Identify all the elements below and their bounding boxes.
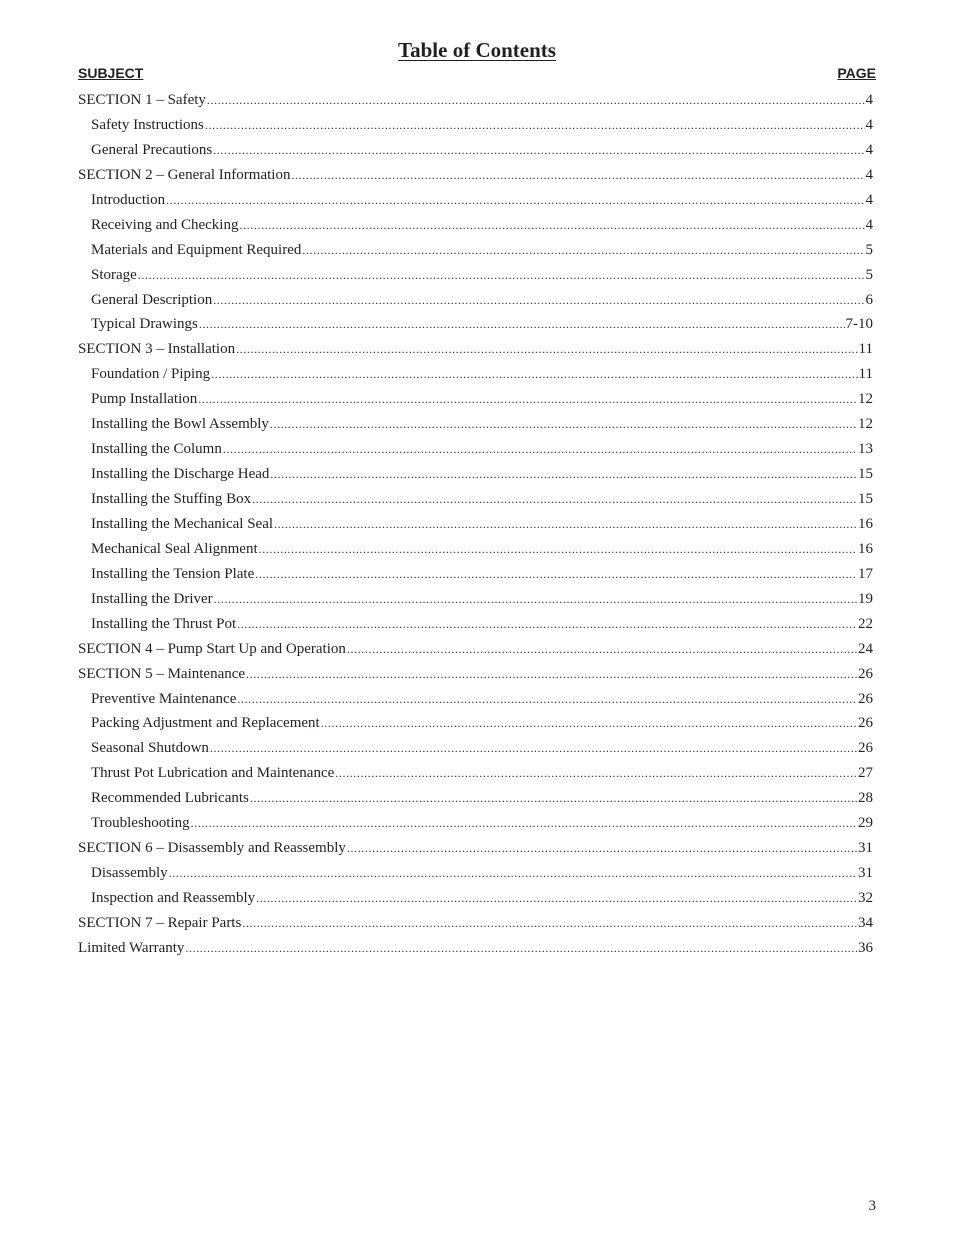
toc-section-entry[interactable] (78, 836, 873, 861)
toc-entry-page: 5 (865, 241, 873, 258)
toc-entry-label: Typical Drawings (91, 316, 198, 333)
toc-entry-page: 11 (858, 366, 873, 383)
dot-leader (335, 761, 857, 786)
toc-list (78, 88, 873, 961)
toc-subsection-entry[interactable] (78, 412, 873, 437)
dot-leader (274, 512, 857, 537)
dot-leader (242, 911, 857, 936)
toc-subsection-entry[interactable] (78, 188, 873, 213)
toc-subsection-entry[interactable] (78, 362, 873, 387)
toc-entry-page: 19 (858, 590, 873, 607)
toc-entry-label: SECTION 1 – Safety (78, 92, 206, 108)
page-title: Table of Contents (398, 38, 556, 62)
toc-entry-page: 15 (858, 466, 873, 483)
toc-subsection-entry[interactable] (78, 462, 873, 487)
toc-entry-page: 13 (858, 441, 873, 458)
toc-subsection-entry[interactable] (78, 312, 873, 337)
toc-entry-label: Installing the Driver (91, 590, 213, 607)
toc-entry-page: 26 (858, 690, 873, 707)
toc-entry-label: Preventive Maintenance (91, 690, 237, 707)
dot-leader (250, 786, 857, 811)
toc-entry-page: 6 (865, 291, 873, 308)
toc-subsection-entry[interactable] (78, 886, 873, 911)
toc-subsection-entry[interactable] (78, 562, 873, 587)
toc-entry-label: Safety Instructions (91, 116, 204, 133)
dot-leader (236, 337, 857, 362)
toc-entry-page: 16 (858, 515, 873, 532)
toc-entry-label: Installing the Bowl Assembly (91, 416, 269, 433)
subject-header: SUBJECT (78, 65, 144, 81)
dot-leader (210, 736, 857, 761)
dot-leader (213, 288, 864, 313)
page-header: PAGE (837, 65, 876, 81)
toc-entry-label: Materials and Equipment Required (91, 241, 302, 258)
toc-entry-label: Mechanical Seal Alignment (91, 540, 258, 557)
toc-entry-label: Foundation / Piping (91, 366, 211, 383)
toc-entry-page: 16 (858, 540, 873, 557)
toc-entry-label: Installing the Mechanical Seal (91, 515, 274, 532)
toc-entry-label: SECTION 3 – Installation (78, 341, 236, 358)
dot-leader (259, 537, 857, 562)
toc-entry-page: 4 (865, 116, 873, 133)
toc-entry-label: Storage (91, 266, 137, 283)
toc-entry-label: General Precautions (91, 141, 213, 158)
toc-entry-page: 34 (858, 914, 873, 931)
toc-subsection-entry[interactable] (78, 288, 873, 313)
toc-subsection-entry[interactable] (78, 487, 873, 512)
dot-leader (255, 562, 857, 587)
toc-entry-label: Seasonal Shutdown (91, 740, 209, 757)
toc-entry-page: 5 (865, 266, 873, 283)
toc-entry-label: SECTION 6 – Disassembly and Reassembly (78, 840, 346, 857)
toc-entry-page: 31 (858, 840, 873, 857)
toc-subsection-entry[interactable] (78, 537, 873, 562)
toc-entry-page: 24 (858, 640, 873, 657)
dot-leader (223, 437, 857, 462)
toc-entry-page: 26 (858, 715, 873, 732)
toc-entry-label: SECTION 7 – Repair Parts (78, 914, 242, 931)
toc-subsection-entry[interactable] (78, 861, 873, 886)
toc-entry-page: 36 (858, 939, 873, 956)
toc-subsection-entry[interactable] (78, 711, 873, 736)
dot-leader (252, 487, 857, 512)
toc-entry-label: SECTION 4 – Pump Start Up and Operation (78, 640, 346, 657)
toc-entry-page: 17 (858, 565, 873, 582)
toc-entry-label: Recommended Lubricants (91, 790, 249, 807)
toc-entry-label: SECTION 2 – General Information (78, 166, 291, 183)
toc-subsection-entry[interactable] (78, 587, 873, 612)
dot-leader (237, 687, 857, 712)
dot-leader (166, 188, 864, 213)
toc-entry-label: Disassembly (91, 865, 168, 882)
toc-entry-page: 26 (858, 740, 873, 757)
toc-entry-label: Troubleshooting (91, 815, 190, 832)
dot-leader (270, 462, 857, 487)
dot-leader (169, 861, 857, 886)
toc-subsection-entry[interactable] (78, 786, 873, 811)
page-number: 3 (868, 1198, 876, 1214)
dot-leader (207, 88, 865, 113)
toc-entry-page: 4 (865, 216, 873, 233)
toc-entry-label: Thrust Pot Lubrication and Maintenance (91, 765, 335, 782)
toc-section-entry[interactable] (78, 911, 873, 936)
toc-entry-label: Pump Installation (91, 391, 198, 408)
toc-subsection-entry[interactable] (78, 113, 873, 138)
toc-subsection-entry[interactable] (78, 687, 873, 712)
toc-entry-label: Installing the Thrust Pot (91, 615, 237, 632)
dot-leader (347, 637, 857, 662)
toc-section-entry[interactable] (78, 337, 873, 362)
toc-entry-page: 11 (858, 341, 873, 358)
toc-entry-page: 12 (858, 416, 873, 433)
toc-entry-label: Packing Adjustment and Replacement (91, 715, 320, 732)
toc-entry-label: Inspection and Reassembly (91, 890, 256, 906)
toc-subsection-entry[interactable] (78, 512, 873, 537)
toc-subsection-entry[interactable] (78, 387, 873, 412)
toc-subsection-entry[interactable] (78, 811, 873, 836)
dot-leader (185, 936, 857, 961)
dot-leader (214, 587, 857, 612)
toc-subsection-entry[interactable] (78, 736, 873, 761)
toc-entry-page: 26 (858, 665, 873, 682)
dot-leader (246, 662, 857, 687)
dot-leader (270, 412, 857, 437)
toc-entry-page: 4 (865, 141, 873, 158)
toc-entry-label: Installing the Discharge Head (91, 466, 270, 483)
toc-subsection-entry[interactable] (78, 437, 873, 462)
toc-section-entry[interactable] (78, 662, 873, 687)
toc-entry-label: Installing the Stuffing Box (91, 491, 252, 507)
dot-leader (302, 238, 864, 263)
toc-subsection-entry[interactable] (78, 138, 873, 163)
toc-entry-label: SECTION 5 – Maintenance (78, 665, 246, 682)
toc-subsection-entry[interactable] (78, 263, 873, 288)
dot-leader (199, 312, 845, 337)
dot-leader (239, 213, 864, 238)
dot-leader (138, 263, 865, 288)
toc-entry-label: Introduction (91, 191, 166, 208)
toc-entry-page: 4 (865, 166, 873, 183)
dot-leader (213, 138, 864, 163)
toc-entry-page: 22 (858, 615, 873, 632)
dot-leader (321, 711, 857, 736)
toc-entry-page: 27 (858, 765, 873, 782)
column-headers (78, 63, 876, 83)
toc-entry-page: 4 (865, 191, 873, 208)
toc-entry-label: Receiving and Checking (91, 216, 239, 233)
toc-subsection-entry[interactable] (78, 761, 873, 786)
toc-subsection-entry[interactable] (78, 213, 873, 238)
dot-leader (291, 163, 864, 188)
toc-entry-page: 32 (858, 890, 873, 906)
toc-section-entry[interactable] (78, 163, 873, 188)
dot-leader (198, 387, 857, 412)
toc-entry-page: 29 (858, 815, 873, 832)
toc-entry-page: 12 (858, 391, 873, 408)
dot-leader (347, 836, 857, 861)
dot-leader (211, 362, 857, 387)
toc-subsection-entry[interactable] (78, 238, 873, 263)
toc-entry-page: 15 (858, 491, 873, 507)
toc-entry-page: 28 (858, 790, 873, 807)
dot-leader (191, 811, 857, 836)
toc-entry-page: 4 (865, 92, 873, 108)
dot-leader (237, 612, 857, 637)
toc-entry-label: General Description (91, 291, 213, 308)
toc-entry-label: Installing the Tension Plate (91, 565, 255, 582)
toc-entry-page: 7-10 (845, 316, 873, 333)
toc-section-entry[interactable] (78, 88, 873, 113)
toc-subsection-entry[interactable] (78, 612, 873, 637)
toc-entry-label: Limited Warranty (78, 939, 185, 956)
toc-entry-label: Installing the Column (91, 441, 222, 458)
toc-section-entry[interactable] (78, 936, 873, 961)
dot-leader (205, 113, 865, 138)
toc-entry-page: 31 (858, 865, 873, 882)
toc-section-entry[interactable] (78, 637, 873, 662)
dot-leader (256, 886, 857, 911)
